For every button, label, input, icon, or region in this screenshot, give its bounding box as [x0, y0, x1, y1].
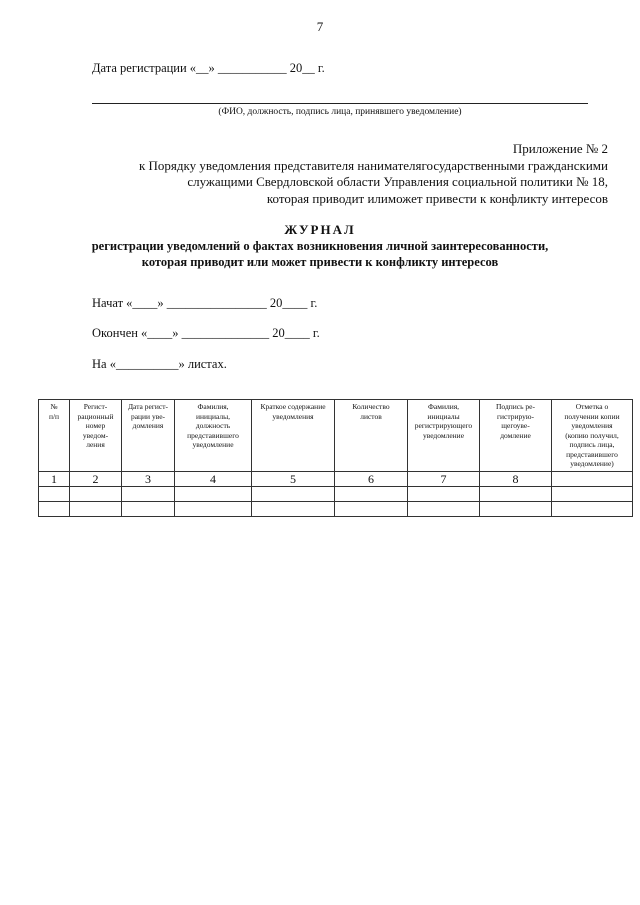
table-cell — [39, 486, 70, 501]
table-row — [39, 486, 633, 501]
table-cell — [552, 501, 633, 516]
table-header-row — [39, 400, 633, 472]
appendix-number: Приложение № 2 — [512, 141, 608, 156]
page-number: 7 — [316, 19, 324, 34]
table-cell — [408, 486, 480, 501]
column-number-cell — [552, 471, 633, 486]
table-header-cell: Регист- рационный номер уведом- ления — [70, 400, 122, 472]
journal-started-field: Начат «____» ________________ 20____ г. — [92, 296, 318, 310]
journal-title: ЖУРНАЛ — [284, 222, 356, 237]
table-header-cell: Отметка о получении копии уведомления (копию получил, подпись лица, представившего уведомление) — [552, 400, 633, 472]
appendix-line: к Порядку уведомления представителя нанимателягосударственными гражданскими — [138, 157, 608, 173]
table-cell — [252, 501, 335, 516]
table-header-cell: Фамилия, инициалы, должность представившего уведомление — [175, 400, 252, 472]
journal-subtitle-line: регистрации уведомлений о фактах возникновения личной заинтересованности, — [91, 239, 549, 253]
table-cell — [70, 486, 122, 501]
appendix-block — [139, 141, 608, 207]
registration-journal-table — [38, 399, 633, 517]
table-cell — [252, 486, 335, 501]
table-cell — [175, 501, 252, 516]
table-header-cell: Подпись ре- гистрирую- щегоуве- домление — [480, 400, 552, 472]
signature-caption: (ФИО, должность, подпись лица, принявшего уведомление) — [218, 107, 462, 117]
table-cell — [480, 501, 552, 516]
table-header-cell: № п/п — [39, 400, 70, 472]
column-number-cell: 8 — [480, 471, 552, 486]
column-number-cell: 5 — [252, 471, 335, 486]
column-number-cell: 1 — [39, 471, 70, 486]
column-number-cell: 6 — [335, 471, 408, 486]
table-header-cell: Дата регист- рации уве- домления — [122, 400, 175, 472]
table-cell — [335, 486, 408, 501]
column-number-cell: 3 — [122, 471, 175, 486]
registration-date-line: Дата регистрации «__» ___________ 20__ г. — [92, 61, 325, 75]
journal-sheets-field: На «__________» листах. — [92, 357, 227, 371]
table-cell — [122, 501, 175, 516]
table-column-numbers-row — [39, 471, 633, 486]
appendix-line: служащими Свердловской области Управления социальной политики № 18, — [187, 174, 608, 189]
table-cell — [70, 501, 122, 516]
appendix-line: которая приводит илиможет привести к конфликту интересов — [266, 190, 608, 206]
table-cell — [552, 486, 633, 501]
table-cell — [335, 501, 408, 516]
journal-ended-field: Окончен «____» ______________ 20____ г. — [92, 326, 320, 340]
signature-rule — [92, 103, 588, 104]
table-cell — [175, 486, 252, 501]
journal-subtitle-line: которая приводит или может привести к конфликту интересов — [141, 255, 499, 269]
table-header-cell: Краткое содержание уведомления — [252, 400, 335, 472]
column-number-cell: 7 — [408, 471, 480, 486]
table-cell — [408, 501, 480, 516]
table-cell — [480, 486, 552, 501]
column-number-cell: 2 — [70, 471, 122, 486]
table-cell — [39, 501, 70, 516]
journal-subtitle — [0, 238, 640, 270]
table-header-cell: Количество листов — [335, 400, 408, 472]
column-number-cell: 4 — [175, 471, 252, 486]
table-header-cell: Фамилия, инициалы регистрирующего уведомление — [408, 400, 480, 472]
table-cell — [122, 486, 175, 501]
table-row — [39, 501, 633, 516]
